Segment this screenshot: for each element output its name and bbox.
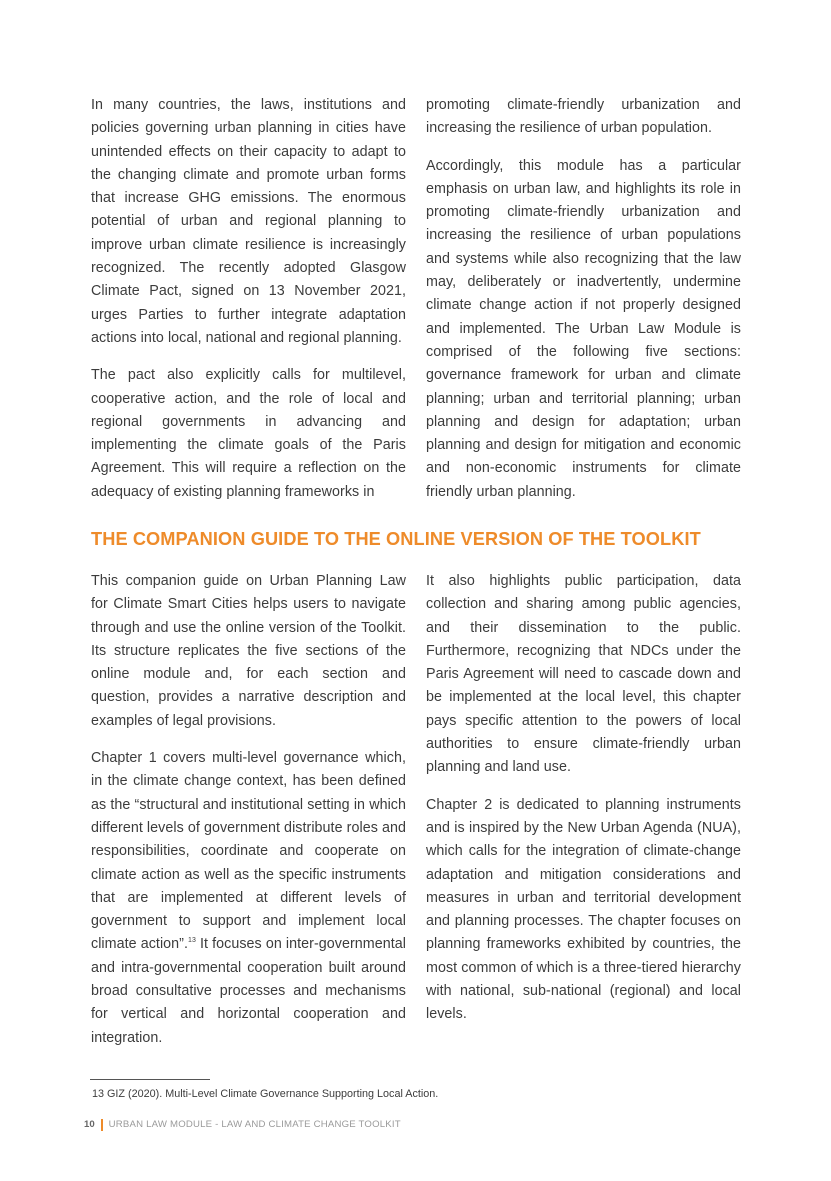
page-number: 10 bbox=[84, 1119, 95, 1130]
section-paragraph: Chapter 2 is dedicated to planning instruments and is inspired by the New Urban Agenda (NUA), which calls for the integration of climate-change adaptation and mitigation considerations and measures in urban and territorial development and planning processes. The chapter focuses on planning frameworks exhibited by countries, the most common of which is a three-tiered hierarchy with national, sub-national (regional) and local levels. bbox=[426, 796, 741, 1023]
intro-right-column bbox=[426, 94, 741, 504]
intro-paragraph: promoting climate-friendly urbanization and increasing the resilience of urban population. bbox=[426, 97, 741, 137]
footer-divider bbox=[101, 1119, 103, 1131]
paragraph-text: It focuses on inter-governmental and intra-governmental cooperation built around broad consultative processes and mechanisms for vertical and horizontal cooperation and integration. bbox=[91, 936, 406, 1046]
footnote: 13 GIZ (2020). Multi-Level Climate Governance Supporting Local Action. bbox=[92, 1088, 439, 1100]
page-footer bbox=[84, 1118, 401, 1132]
section-paragraph: It also highlights public participation, data collection and sharing among public agencies, and their dissemination to the public. Furthermore, recognizing that NDCs under the Paris Agreement will need to cascade down and be implemented at the local level, this chapter pays specific attention to the powers of local authorities to ensure climate-friendly urban planning and land use. bbox=[426, 573, 741, 776]
intro-paragraph: Accordingly, this module has a particular emphasis on urban law, and highlights its role in promoting climate-friendly urbanization and increasing the resilience of urban populations and systems while also recognizing that the law may, deliberately or inadvertently, undermine climate change action if not properly designed and implemented. The Urban Law Module is comprised of the following five sections: governance framework for urban and climate planning; urban and territorial planning; urban planning and design for adaptation; urban planning and design for mitigation and economic and non-economic instruments for climate friendly urban planning. bbox=[426, 157, 741, 500]
footnote-reference[interactable]: 13 bbox=[188, 937, 196, 945]
section-right-column bbox=[426, 570, 741, 1027]
section-left-column bbox=[91, 570, 406, 1050]
section-paragraph: This companion guide on Urban Planning Law for Climate Smart Cities helps users to navigate through and use the online version of the Toolkit. Its structure replicates the five sections of the online module and, for each section and question, provides a narrative description and examples of legal provisions. bbox=[91, 573, 406, 729]
intro-paragraph: In many countries, the laws, institutions and policies governing urban planning in cities have unintended effects on their capacity to adapt to the changing climate and promote urban forms that increase GHG emissions. The enormous potential of urban and regional planning to improve urban climate resilience is increasingly recognized. The recently adopted Glasgow Climate Pact, signed on 13 November 2021, urges Parties to further integrate adaptation actions into local, national and regional planning. bbox=[91, 97, 406, 346]
section-heading: THE COMPANION GUIDE TO THE ONLINE VERSION OF THE TOOLKIT bbox=[91, 529, 701, 549]
footer-title: URBAN LAW MODULE - LAW AND CLIMATE CHANGE TOOLKIT bbox=[108, 1119, 401, 1130]
section-paragraph bbox=[91, 747, 406, 1050]
paragraph-text: Chapter 1 covers multi-level governance which, in the climate change context, has been defined as the “structural and institutional setting in which different levels of government distribute roles and responsibilities, coordinate and cooperate on climate action as well as the specific instruments that are implemented at different levels of government to support and implement local climate action”. bbox=[91, 750, 406, 953]
footnote-divider bbox=[90, 1079, 210, 1080]
intro-left-column bbox=[91, 94, 406, 504]
intro-paragraph: The pact also explicitly calls for multilevel, cooperative action, and the role of local and regional governments in advancing and implementing the climate goals of the Paris Agreement. This will require a reflection on the adequacy of existing planning frameworks in bbox=[91, 367, 406, 500]
